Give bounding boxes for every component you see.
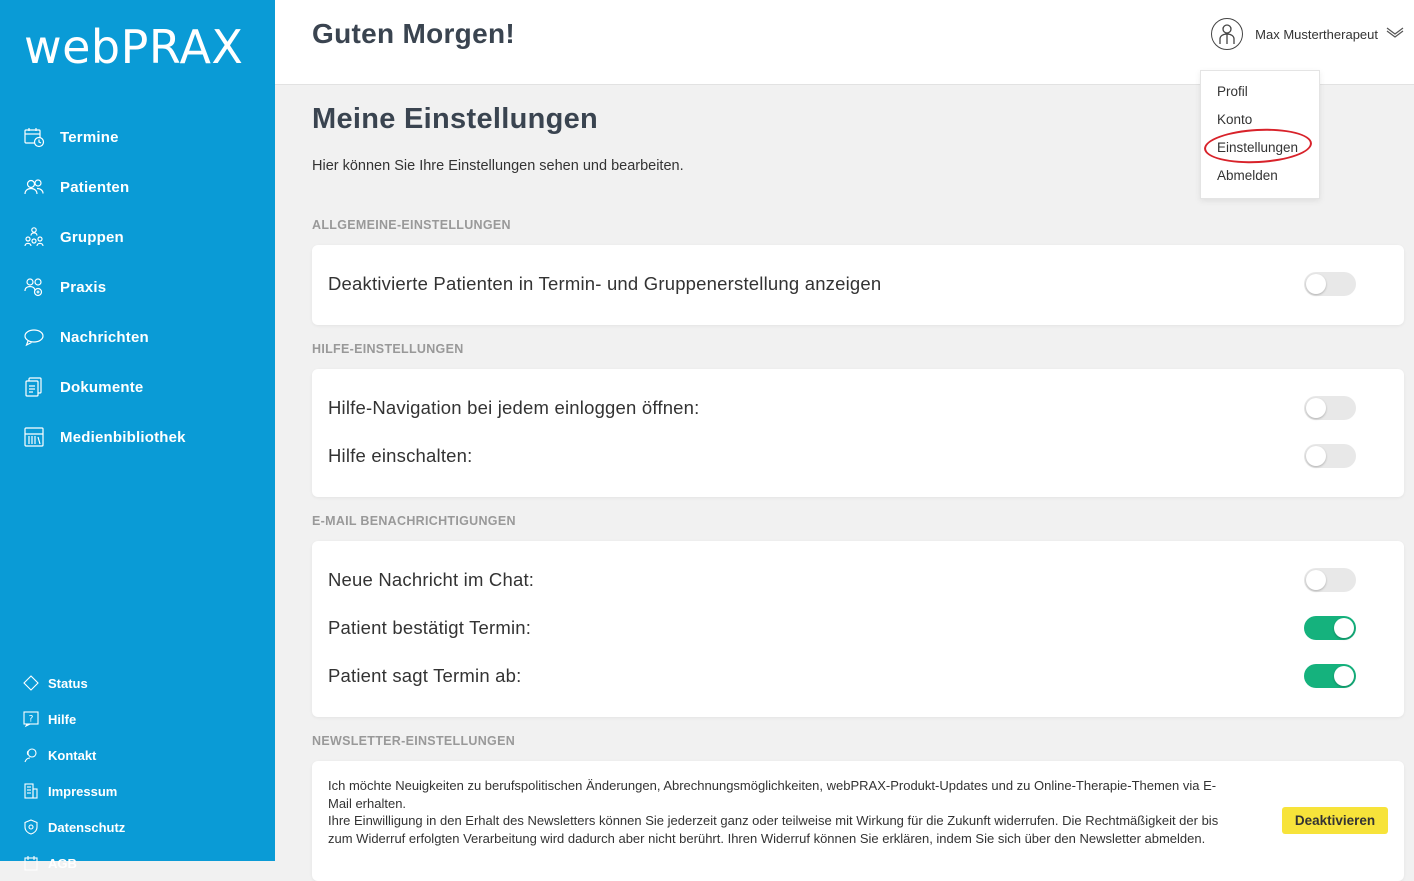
setting-row <box>328 393 1356 423</box>
sidebar-item-dokumente[interactable] <box>0 362 275 412</box>
sidebar-item-label: Dokumente <box>60 378 144 396</box>
sidebar-item-nachrichten[interactable] <box>0 312 275 362</box>
footer-item-label: Impressum <box>48 783 118 799</box>
sidebar-item-patienten[interactable] <box>0 162 275 212</box>
setting-toggle-termin-bestaetigt[interactable] <box>1304 616 1356 640</box>
menu-item-einstellungen[interactable]: Einstellungen <box>1217 140 1299 155</box>
sidebar-nav <box>0 112 275 462</box>
practice-people-icon <box>22 275 46 299</box>
calendar-clock-icon <box>22 125 46 149</box>
setting-toggle-hilfe-navigation[interactable] <box>1304 396 1356 420</box>
sidebar <box>0 0 275 871</box>
sidebar-item-gruppen[interactable] <box>0 212 275 262</box>
footer-item-label: Hilfe <box>48 711 77 727</box>
avatar-icon <box>1211 18 1243 50</box>
sidebar-footer-nav <box>0 665 275 881</box>
user-dropdown-menu <box>1200 70 1320 199</box>
footer-item-label: Datenschutz <box>48 819 126 835</box>
sidebar-item-praxis[interactable] <box>0 262 275 312</box>
sidebar-item-label: Medienbibliothek <box>60 428 186 446</box>
setting-toggle-neue-nachricht[interactable] <box>1304 568 1356 592</box>
toggle-knob <box>1306 446 1326 466</box>
footer-item-status[interactable] <box>0 665 275 701</box>
setting-label: Patient bestätigt Termin: <box>328 617 532 638</box>
footer-item-datenschutz[interactable] <box>0 809 275 845</box>
toggle-knob <box>1306 274 1326 294</box>
diamond-icon <box>22 674 40 692</box>
deactivate-newsletter-button[interactable]: Deaktivieren <box>1282 807 1388 834</box>
section-label-allgemein: ALLGEMEINE-EINSTELLUNGEN <box>312 218 511 232</box>
toggle-knob <box>1306 570 1326 590</box>
setting-toggle-termin-abgesagt[interactable] <box>1304 664 1356 688</box>
setting-label: Neue Nachricht im Chat: <box>328 569 535 590</box>
setting-label: Hilfe-Navigation bei jedem einloggen öffnen: <box>328 397 700 418</box>
menu-item-konto[interactable]: Konto <box>1217 112 1253 127</box>
section-label-newsletter: NEWSLETTER-EINSTELLUNGEN <box>312 734 516 748</box>
user-menu-toggle[interactable] <box>1211 18 1404 50</box>
sidebar-item-label: Gruppen <box>60 228 124 246</box>
group-hierarchy-icon <box>22 225 46 249</box>
setting-label: Hilfe einschalten: <box>328 445 473 466</box>
setting-row <box>328 441 1356 471</box>
sidebar-item-medienbibliothek[interactable] <box>0 412 275 462</box>
sidebar-item-termine[interactable] <box>0 112 275 162</box>
greeting-title: Guten Morgen! <box>312 18 515 49</box>
toggle-knob <box>1334 618 1354 638</box>
section-label-email: E-MAIL BENACHRICHTIGUNGEN <box>312 514 516 528</box>
building-icon <box>22 782 40 800</box>
chevron-down-icon <box>1386 25 1404 43</box>
media-library-icon <box>22 425 46 449</box>
setting-row <box>328 613 1356 643</box>
svg-text:?: ? <box>28 714 34 725</box>
sidebar-item-label: Nachrichten <box>60 328 149 346</box>
toggle-knob <box>1334 666 1354 686</box>
help-icon <box>22 710 40 728</box>
user-name: Max Mustertherapeut <box>1255 26 1378 42</box>
footer-item-label: Status <box>48 675 88 691</box>
footer-item-label: Kontakt <box>48 747 97 763</box>
footer-item-impressum[interactable] <box>0 773 275 809</box>
setting-row <box>328 269 1356 299</box>
menu-item-profil[interactable]: Profil <box>1217 84 1248 99</box>
agb-icon <box>22 854 40 872</box>
setting-label: Patient sagt Termin ab: <box>328 665 522 686</box>
footer-item-kontakt[interactable] <box>0 737 275 773</box>
settings-card-email <box>312 541 1404 717</box>
chat-bubble-icon <box>22 325 46 349</box>
contact-icon <box>22 746 40 764</box>
newsletter-revocation-text: Ihre Einwilligung in den Erhalt des Newsletters können Sie jederzeit ganz oder teilweise mit Wirkung für die Zukunft widerrufen. Die Rechtmäßigkeit der bis zum Widerruf erfolgten Verarbeitung wird dadurch aber nicht berührt. Ihren Widerruf können Sie erklären, indem Sie sich über den Newsletter abmelden. <box>328 813 1219 846</box>
sidebar-item-label: Praxis <box>60 278 107 296</box>
footer-item-agb[interactable] <box>0 845 275 881</box>
shield-icon <box>22 818 40 836</box>
sidebar-item-label: Termine <box>60 128 119 146</box>
setting-row <box>328 661 1356 691</box>
page-title: Meine Einstellungen <box>312 103 599 135</box>
settings-card-newsletter <box>312 761 1404 881</box>
section-label-hilfe: HILFE-EINSTELLUNGEN <box>312 342 464 356</box>
setting-toggle-deaktivierte-patienten[interactable] <box>1304 272 1356 296</box>
app-logo[interactable]: webPRAX <box>24 20 244 74</box>
page-subtitle: Hier können Sie Ihre Einstellungen sehen und bearbeiten. <box>312 158 684 174</box>
settings-card-hilfe <box>312 369 1404 497</box>
document-icon <box>22 375 46 399</box>
footer-item-label: AGB <box>48 855 77 871</box>
menu-item-abmelden[interactable]: Abmelden <box>1217 168 1278 183</box>
users-icon <box>22 175 46 199</box>
sidebar-item-label: Patienten <box>60 178 130 196</box>
setting-toggle-hilfe-einschalten[interactable] <box>1304 444 1356 468</box>
footer-item-hilfe[interactable] <box>0 701 275 737</box>
setting-row <box>328 565 1356 595</box>
setting-label: Deaktivierte Patienten in Termin- und Gruppenerstellung anzeigen <box>328 273 882 294</box>
newsletter-text <box>328 777 1238 847</box>
toggle-knob <box>1306 398 1326 418</box>
settings-card-allgemein <box>312 245 1404 325</box>
newsletter-consent-text: Ich möchte Neuigkeiten zu berufspolitischen Änderungen, Abrechnungsmöglichkeiten, webPRAX-Produkt-Updates und zu Online-Therapie-Themen via E-Mail erhalten. <box>328 778 1217 811</box>
